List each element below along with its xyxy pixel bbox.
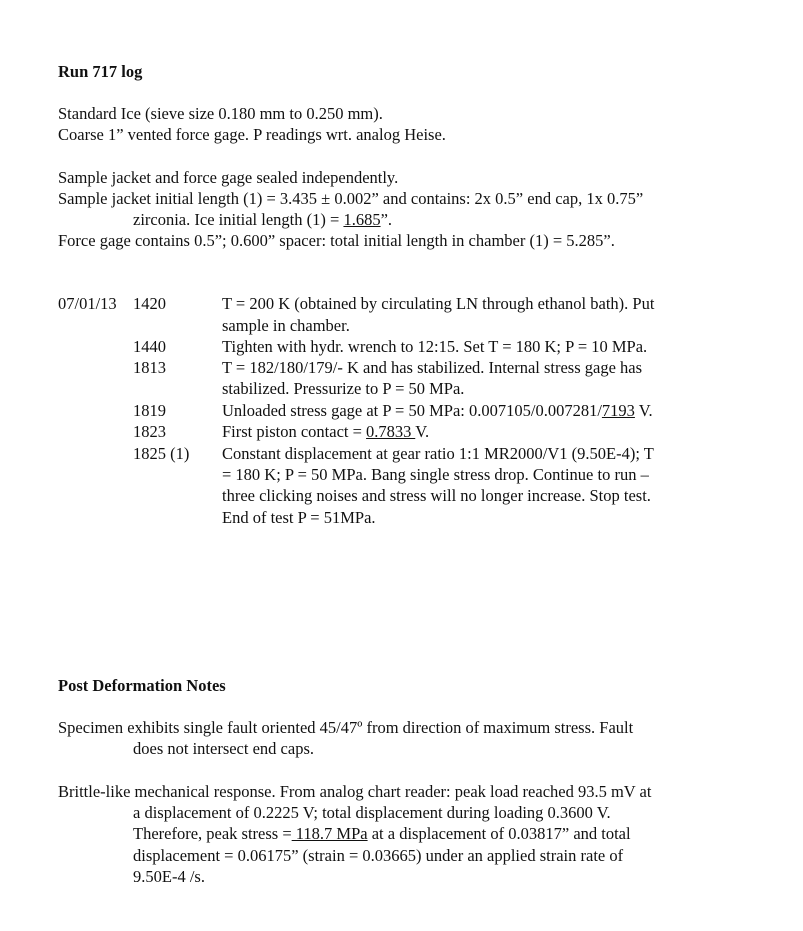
log-text: End of test P = 51MPa. (222, 508, 376, 527)
log-time: 1819 (133, 401, 166, 420)
log-text: sample in chamber. (222, 316, 350, 335)
jacket-line-2-prefix: zirconia. Ice initial length (1) = (133, 210, 344, 229)
log-time: 1813 (133, 358, 166, 377)
jacket-line-2-suffix: ”. (380, 210, 393, 229)
log-time: 1420 (133, 294, 166, 313)
gage-line: Coarse 1” vented force gage. P readings wrt. analog Heise. (58, 125, 446, 144)
log-text-suffix: V. (415, 422, 430, 441)
log-text-prefix: First piston contact = (222, 422, 367, 441)
brittle-line-4: displacement = 0.06175” (strain = 0.03665) under an applied strain rate of (133, 846, 624, 865)
log-text (222, 400, 653, 421)
brittle-line-1: Brittle-like mechanical response. From analog chart reader: peak load reached 93.5 mV at (58, 782, 652, 801)
log-text-prefix: Unloaded stress gage at P = 50 MPa: 0.007105/0.007281/ (222, 401, 602, 420)
fault-line-2: does not intersect end caps. (133, 739, 314, 758)
ice-initial-length-value: 1.685 (343, 210, 381, 229)
log-text: = 180 K; P = 50 MPa. Bang single stress drop. Continue to run – (222, 465, 649, 484)
fault-line-1: Specimen exhibits single fault oriented 45/47º from direction of maximum stress. Fault (58, 718, 634, 737)
brittle-line-2: a displacement of 0.2225 V; total displacement during loading 0.3600 V. (133, 803, 611, 822)
log-date: 07/01/13 (58, 294, 117, 313)
force-gage-line: Force gage contains 0.5”; 0.600” spacer: total initial length in chamber (1) = 5.285”. (58, 231, 615, 250)
post-deformation-title: Post Deformation Notes (58, 676, 226, 695)
log-text (222, 421, 429, 442)
log-time: 1440 (133, 337, 166, 356)
brittle-line-5: 9.50E-4 /s. (133, 867, 205, 886)
log-time: 1823 (133, 422, 166, 441)
brittle-line-3-suffix: at a displacement of 0.03817” and total (367, 824, 631, 843)
log-text-suffix: V. (634, 401, 653, 420)
jacket-line-2 (133, 209, 392, 230)
brittle-line-3 (133, 823, 631, 844)
run-log-title: Run 717 log (58, 62, 143, 81)
log-text: three clicking noises and stress will no longer increase. Stop test. (222, 486, 651, 505)
log-time: 1825 (1) (133, 444, 190, 463)
jacket-line-1: Sample jacket initial length (1) = 3.435 ± 0.002” and contains: 2x 0.5” end cap, 1x 0.75” (58, 189, 644, 208)
log-text: Constant displacement at gear ratio 1:1 MR2000/V1 (9.50E-4); T (222, 444, 654, 463)
piston-contact-value: 0.7833 (366, 422, 416, 441)
log-text: Tighten with hydr. wrench to 12:15. Set T = 180 K; P = 10 MPa. (222, 337, 648, 356)
stress-gage-value: 7193 (601, 401, 635, 420)
log-text: T = 200 K (obtained by circulating LN through ethanol bath). Put (222, 294, 655, 313)
log-text: stabilized. Pressurize to P = 50 MPa. (222, 379, 465, 398)
log-text: T = 182/180/179/- K and has stabilized. Internal stress gage has (222, 358, 643, 377)
ice-line: Standard Ice (sieve size 0.180 mm to 0.250 mm). (58, 104, 383, 123)
sealed-line: Sample jacket and force gage sealed independently. (58, 168, 399, 187)
brittle-line-3-prefix: Therefore, peak stress = (133, 824, 292, 843)
peak-stress-value: 118.7 MPa (291, 824, 368, 843)
